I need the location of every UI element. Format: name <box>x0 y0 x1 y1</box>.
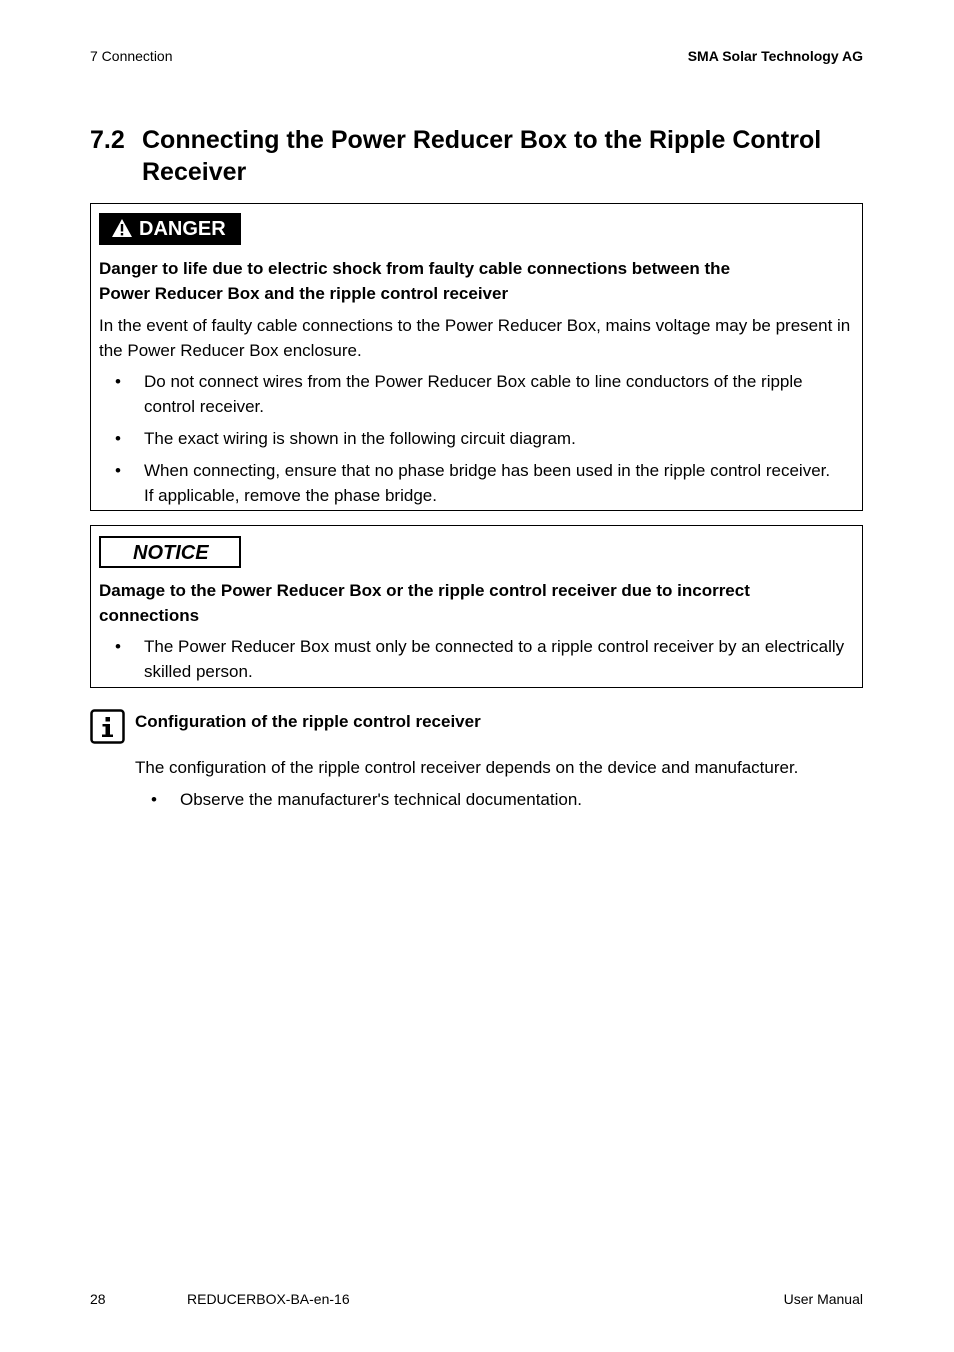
danger-label: DANGER <box>139 218 226 240</box>
bullet-text-line1: The exact wiring is shown in the following circuit diagram. <box>144 429 576 448</box>
bullet-text-line2: If applicable, remove the phase bridge. <box>144 486 437 505</box>
running-header <box>90 48 863 68</box>
bullet-text-line1: Observe the manufacturer's technical documentation. <box>180 790 583 809</box>
info-text: The configuration of the ripple control receiver depends on the device and manufacturer. <box>135 758 799 777</box>
bullet-glyph: • <box>115 429 121 448</box>
danger-heading-line2: Power Reducer Box and the ripple control receiver <box>99 284 509 303</box>
running-footer <box>90 1291 863 1311</box>
bullet-glyph: • <box>115 637 121 656</box>
warning-triangle-icon <box>111 218 133 238</box>
bullet-text-line2: control receiver. <box>144 397 264 416</box>
section-heading: Connecting the Power Reducer Box to the Ripple Control Receiver <box>142 126 822 186</box>
chapter-label: 7 Connection <box>90 48 173 64</box>
danger-intro-line2: the Power Reducer Box enclosure. <box>99 341 362 360</box>
info-heading: Configuration of the ripple control receiver <box>135 712 481 731</box>
bullet-glyph: • <box>115 461 121 480</box>
document-type: User Manual <box>783 1291 863 1307</box>
section-number: 7.2 <box>90 126 125 154</box>
bullet-text-line2: skilled person. <box>144 662 253 681</box>
company-name: SMA Solar Technology AG <box>687 48 863 64</box>
notice-heading-line1: Damage to the Power Reducer Box or the ripple control receiver due to incorrect <box>99 581 750 600</box>
danger-intro-line1: In the event of faulty cable connections to the Power Reducer Box, mains voltage may be present in <box>99 316 851 335</box>
notice-label: NOTICE <box>133 542 209 564</box>
notice-heading-line2: connections <box>99 606 200 625</box>
danger-badge <box>99 213 241 245</box>
bullet-text-line1: Do not connect wires from the Power Reducer Box cable to line conductors of the ripple <box>144 372 803 391</box>
page-number: 28 <box>90 1291 106 1307</box>
bullet-glyph: • <box>151 790 157 809</box>
document-id: REDUCERBOX-BA-en-16 <box>187 1291 350 1307</box>
bullet-glyph: • <box>115 372 121 391</box>
danger-heading-line1: Danger to life due to electric shock from faulty cable connections between the <box>99 259 731 278</box>
notice-badge <box>99 536 241 568</box>
info-icon <box>90 709 125 744</box>
bullet-text-line1: The Power Reducer Box must only be connected to a ripple control receiver by an electrically <box>144 637 845 656</box>
notice-box <box>90 525 863 688</box>
danger-box <box>90 203 863 511</box>
bullet-text-line1: When connecting, ensure that no phase bridge has been used in the ripple control receiver. <box>144 461 831 480</box>
